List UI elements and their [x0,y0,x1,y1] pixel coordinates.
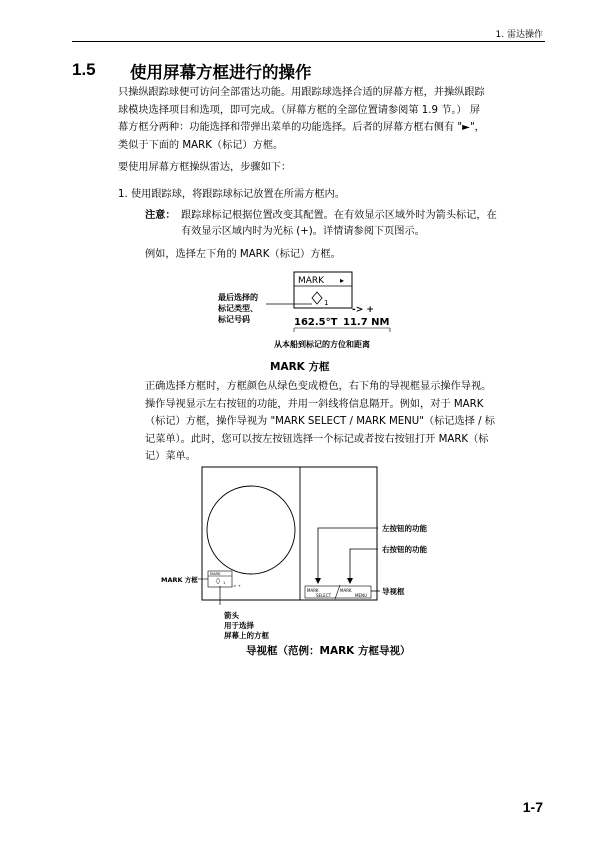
note-line: 跟踪球标记根据位置改变其配置。在有效显示区域外时为箭头标记，在 [181,210,497,221]
intro-line: 类似于下面的 MARK（标记）方框。 [118,139,284,151]
figure1-caption: MARK 方框 [270,361,330,373]
guide-right-bottom: MENU [355,593,367,598]
body-line: 记菜单）。此时，您可以按左按钮选择一个标记或者按右按钮打开 MARK（标 [145,433,489,445]
mark-box-figure [200,268,430,358]
arrow-note-line: 箭头 [224,611,239,620]
guide-box-figure [160,465,460,645]
guide-box-label: 导视框 [382,587,405,596]
body-paragraph [145,378,495,466]
small-mark-title: MARK [210,572,221,576]
figure2-caption: 导视框（范例：MARK 方框导视） [246,645,411,657]
left-func-leader [318,528,378,582]
diamond-mark-icon [312,292,322,304]
radar-circle [207,486,295,574]
body-line: （标记）方框，操作导视为 "MARK SELECT / MARK MENU"（标记选择 / 标 [145,416,495,427]
mark-box-label: MARK 方框 [161,576,198,584]
small-arrow-plus: -> + [232,583,241,588]
bottom-label: 从本船到标记的方位和距离 [274,340,370,349]
header-rule [72,41,545,42]
guide-left-bottom: SELECT [316,593,332,598]
guide-left-top: MARK [307,588,319,593]
chapter-header: 1. 雷达操作 [495,30,543,40]
note-line: 有效显示区域内时为光标 (+)。详情请参阅下页图示。 [181,226,425,237]
left-label-line: 标记号码 [218,315,250,324]
left-func-label: 左按钮的功能 [382,524,427,533]
small-mark-number: 1 [223,581,226,585]
small-diamond-icon [216,578,220,584]
steps-intro: 要使用屏幕方框操纵雷达，步骤如下： [118,162,292,173]
section-title: 使用屏幕方框进行的操作 [130,63,312,82]
note-label: 注意： [145,210,176,221]
intro-line: 球模块选择项目和选项，即可完成。（屏幕方框的全部位置请参阅第 1.9 节。） 屏 [118,104,481,116]
section-number: 1.5 [72,60,96,79]
intro-line: 幕方框分两种：功能选择和带弹出菜单的功能选择。后者的屏幕方框右侧有 "►"， [118,122,485,133]
left-func-arrowhead [315,578,321,584]
intro-line: 只操纵跟踪球便可访问全部雷达功能。用跟踪球选择合适的屏幕方框，并操纵跟踪 [118,87,485,98]
body-line: 记）菜单。 [145,451,196,462]
arrow-note-line: 用于选择 [224,621,254,630]
range-value: 11.7 NM [343,317,390,328]
example-text: 例如，选择左下角的 MARK（标记）方框。 [145,249,341,260]
intro-paragraph [118,84,485,154]
arrow-note-line: 屏幕上的方框 [224,631,269,640]
step-number: 1. [118,189,128,200]
body-line: 操作导视显示左右按钮的功能，并用一斜线将信息隔开。例如，对于 MARK [145,398,484,410]
guide-right-top: MARK [340,588,352,593]
body-line: 正确选择方框时，方框颜色从绿色变成橙色，右下角的导视框显示操作导视。 [145,381,492,392]
left-label-line: 最后选择的 [218,293,258,302]
arrow-plus-symbol: -> + [352,305,374,315]
bearing-value: 162.5°T [294,317,338,328]
mark-box-title: MARK [298,276,325,286]
page-number: 1-7 [522,799,543,815]
step-text: 使用跟踪球，将跟踪球标记放置在所需方框内。 [131,189,345,200]
mark-number: 1 [324,299,329,307]
right-func-label: 右按钮的功能 [382,545,427,554]
right-func-leader [350,549,378,582]
submenu-arrow-icon: ▸ [340,276,345,285]
left-label-line: 标记类型、 [218,304,258,313]
right-func-arrowhead [347,578,353,584]
